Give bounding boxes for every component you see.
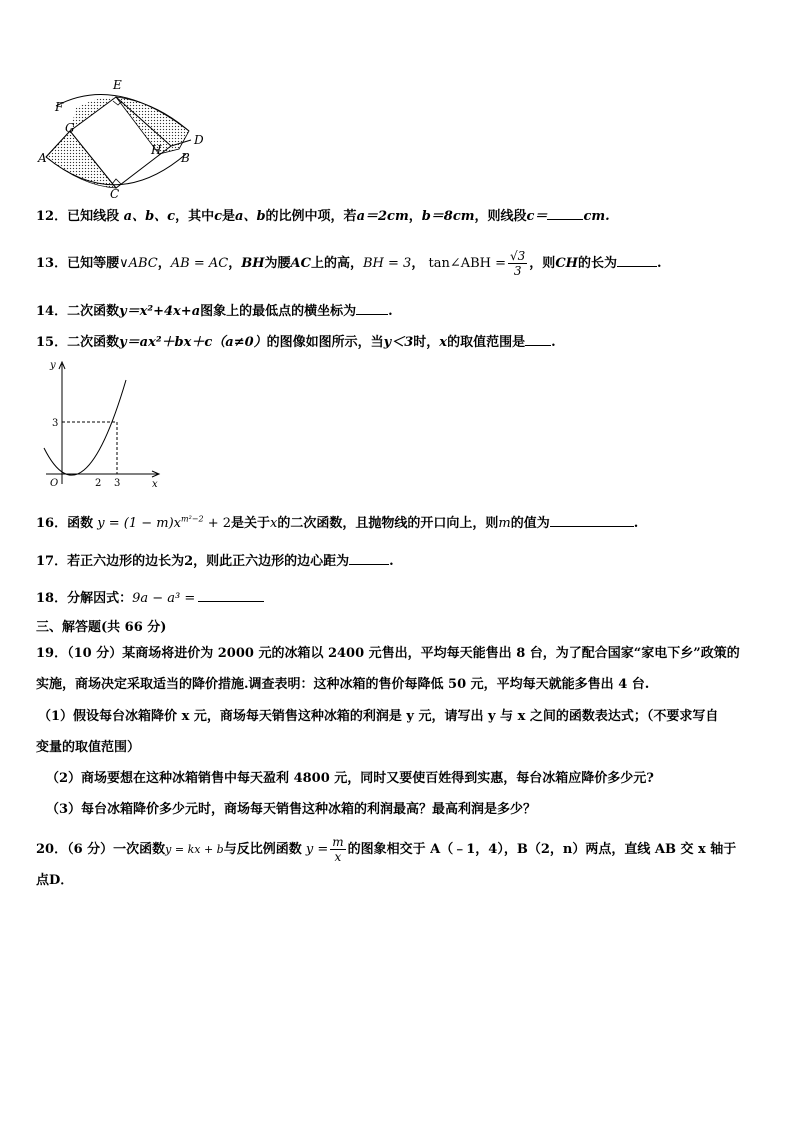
x-tick-3: 3 — [114, 478, 121, 489]
origin-label: O — [50, 478, 59, 489]
answer-blank[interactable] — [356, 301, 388, 315]
question-16: 16．函数 $y = (1 - m)x^{m^2-2} + 2$是关于x的二次函数，且抛物线的开口向上，则m的值为 . — [36, 514, 639, 531]
question-20: 20．（6 分）一次函数y = kx + b与反比例函数 y = $\frac{m}{x}$ 的图象相交于 A（﹣1，4），B（2，n）两点，直线 AB 交 x 轴于 — [36, 835, 737, 864]
answer-blank[interactable] — [525, 332, 551, 346]
shaded-region-left — [46, 131, 116, 188]
label-b: B — [181, 151, 190, 165]
label-g: G — [65, 121, 75, 135]
question-19-part-3: （3）每台冰箱降价多少元时，商场每天销售这种冰箱的利润最高？最高利润是多少？ — [46, 802, 537, 817]
section-heading: 三、解答题(共 66 分) — [36, 620, 167, 635]
y-tick-3: 3 — [52, 418, 59, 429]
geometry-figure — [36, 74, 216, 202]
answer-blank[interactable] — [617, 253, 657, 267]
question-19-part-1: （1）假设每台冰箱降价 x 元，商场每天销售这种冰箱的利润是 y 元，请写出 y 与 x 之间的函数表达式；（不要求写自 — [38, 709, 719, 724]
question-20-line-2: 点D． — [36, 873, 74, 888]
answer-blank[interactable] — [550, 513, 634, 527]
label-d: D — [194, 133, 204, 147]
question-15: 15．二次函数y＝ax²＋bx＋c（a≠0）的图像如图所示，当y＜3时，x的取值范围是 . — [36, 332, 556, 352]
label-e: E — [113, 78, 122, 92]
question-17: 17．若正六边形的边长为2，则此正六边形的边心距为 . — [36, 551, 394, 571]
y-axis-label: y — [50, 360, 56, 371]
question-12: 12．已知线段 a、b、c，其中c是a、b的比例中项，若a＝2cm，b＝8cm，则线段c＝ cm. — [36, 206, 610, 226]
question-19-line-2: 实施，商场决定采取适当的降价措施.调查表明：这种冰箱的售价每降低 50 元，平均每天就能多售出 4 台. — [36, 677, 650, 692]
tan-fraction: $\frac{√3}{3}$ — [510, 249, 526, 278]
answer-blank[interactable] — [547, 206, 583, 220]
question-19-part-2: （2）商场要想在这种冰箱销售中每天盈利 4800 元，同时又要使百姓得到实惠，每台冰箱应降价多少元? — [46, 771, 654, 786]
x-axis-label: x — [152, 479, 158, 490]
question-19-line-1: 19．（10 分）某商场将进价为 2000 元的冰箱以 2400 元售出，平均每天能售出 8 台，为了配合国家“家电下乡”政策的 — [36, 646, 740, 661]
question-14: 14．二次函数y＝x²+4x+a图象上的最低点的横坐标为 . — [36, 301, 393, 321]
question-18: 18．分解因式：9a − a³ = — [36, 588, 264, 608]
label-f: F — [55, 100, 64, 114]
parabola-graph — [40, 356, 170, 492]
answer-blank[interactable] — [349, 551, 389, 565]
question-13: 13．已知等腰∨ABC，AB = AC，BH为腰AC上的高，BH = 3， tan∠ABH = $\frac{√3}{3}$ ，则CH的长为 . — [36, 249, 662, 278]
label-a: A — [38, 151, 47, 165]
answer-blank[interactable] — [198, 588, 264, 602]
inverse-fraction: $\frac{m}{x}$ — [332, 835, 344, 864]
x-tick-2: 2 — [95, 478, 102, 489]
label-c: C — [110, 187, 120, 201]
question-19-part-1-cont: 变量的取值范围） — [36, 740, 141, 755]
label-h: H — [151, 143, 162, 157]
